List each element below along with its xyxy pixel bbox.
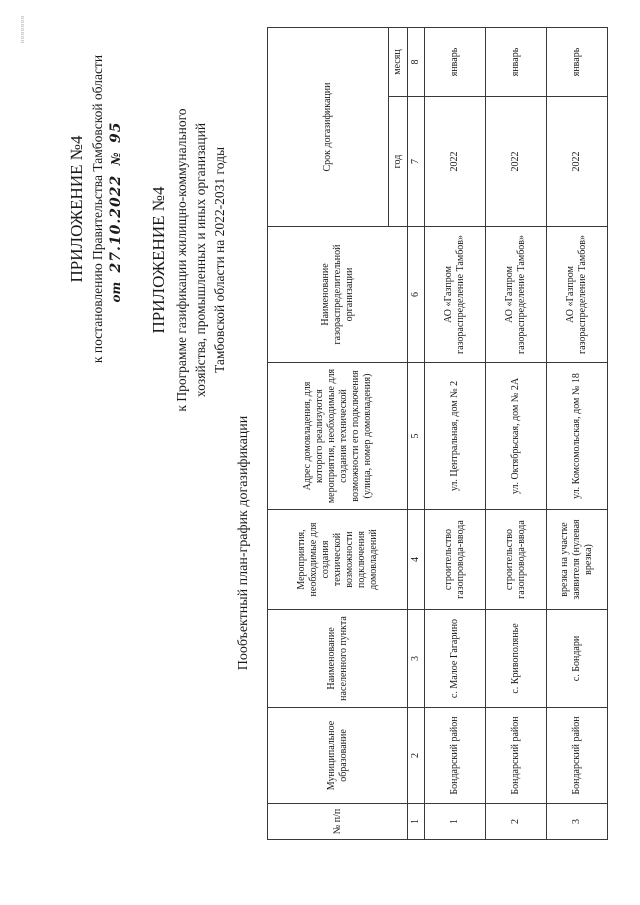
number-prefix: № [109, 152, 123, 166]
column-number: 7 [408, 97, 425, 227]
cell-municipality: Бондарский район [547, 708, 608, 804]
schedule-title: Пообъектный план-график догазификации [236, 415, 251, 671]
column-number: 8 [408, 28, 425, 97]
column-number-row [408, 28, 425, 840]
schedule-table [267, 27, 608, 840]
column-number: 6 [408, 227, 425, 363]
header-title: ПРИЛОЖЕНИЕ №4 [67, 135, 86, 283]
program-line-2: хозяйства, промышленных и иных организаций [193, 122, 208, 398]
cell-measures: строительство газопровода-ввода [486, 510, 547, 610]
header-row-top [268, 28, 389, 840]
header-year: год [389, 97, 408, 227]
cell-address: ул. Центральная, дом № 2 [425, 363, 486, 510]
cell-settlement: с. Кривополянье [486, 610, 547, 708]
cell-organization: АО «Газпром газораспределение Тамбов» [486, 227, 547, 363]
column-number: 3 [408, 610, 425, 708]
cell-municipality: Бондарский район [425, 708, 486, 804]
program-title: ПРИЛОЖЕНИЕ №4 [149, 186, 168, 334]
cell-measures: строительство газопровода-ввода [425, 510, 486, 610]
cell-num: 2 [486, 804, 547, 840]
cell-num: 1 [425, 804, 486, 840]
header-organization: Наименование газораспределительной организации [268, 227, 408, 363]
resolution-header [66, 18, 125, 400]
column-number: 2 [408, 708, 425, 804]
header-municipality: Муниципальное образование [268, 708, 408, 804]
resolution-date: 27.10.2022 [108, 174, 124, 273]
cell-organization: АО «Газпром газораспределение Тамбов» [547, 227, 608, 363]
column-number: 1 [408, 804, 425, 840]
table-row [547, 28, 608, 840]
program-line-1: к Программе газификации жилищно-коммунального [174, 108, 189, 412]
cell-settlement: с. Бондари [547, 610, 608, 708]
header-num: № п/п [268, 804, 408, 840]
cell-address: ул. Комсомольская, дом № 18 [547, 363, 608, 510]
program-header [148, 0, 229, 520]
cell-settlement: с. Малое Гагарино [425, 610, 486, 708]
scan-mark: ооооооо [20, 15, 26, 43]
header-deadline: Срок догазификации [268, 28, 389, 227]
resolution-number: 95 [108, 121, 124, 143]
header-settlement: Наименование населенного пункта [268, 610, 408, 708]
date-prefix: от [109, 281, 123, 303]
table-row [486, 28, 547, 840]
cell-municipality: Бондарский район [486, 708, 547, 804]
header-resolution-line: к постановлению Правительства Тамбовской области [90, 54, 105, 364]
column-number: 4 [408, 510, 425, 610]
column-number: 5 [408, 363, 425, 510]
header-address: Адрес домовладения, для которого реализуются мероприятия, необходимые для создания технической возможности его подключения (улица, номер домовладения) [268, 363, 408, 510]
cell-address: ул. Октябрьская, дом № 2А [486, 363, 547, 510]
cell-year: 2022 [547, 97, 608, 227]
cell-num: 3 [547, 804, 608, 840]
program-line-3: Тамбовской области на 2022-2031 годы [212, 146, 227, 374]
cell-year: 2022 [486, 97, 547, 227]
cell-year: 2022 [425, 97, 486, 227]
table-row [425, 28, 486, 840]
header-measures: Мероприятия, необходимые для создания технической возможности подключения домовладений [268, 510, 408, 610]
header-month: месяц [389, 28, 408, 97]
cell-month: январь [547, 28, 608, 97]
cell-month: январь [425, 28, 486, 97]
cell-measures: врезка на участке заявителя (нулевая врезка) [547, 510, 608, 610]
cell-organization: АО «Газпром газораспределение Тамбов» [425, 227, 486, 363]
header-date-line [107, 18, 125, 400]
cell-month: январь [486, 28, 547, 97]
